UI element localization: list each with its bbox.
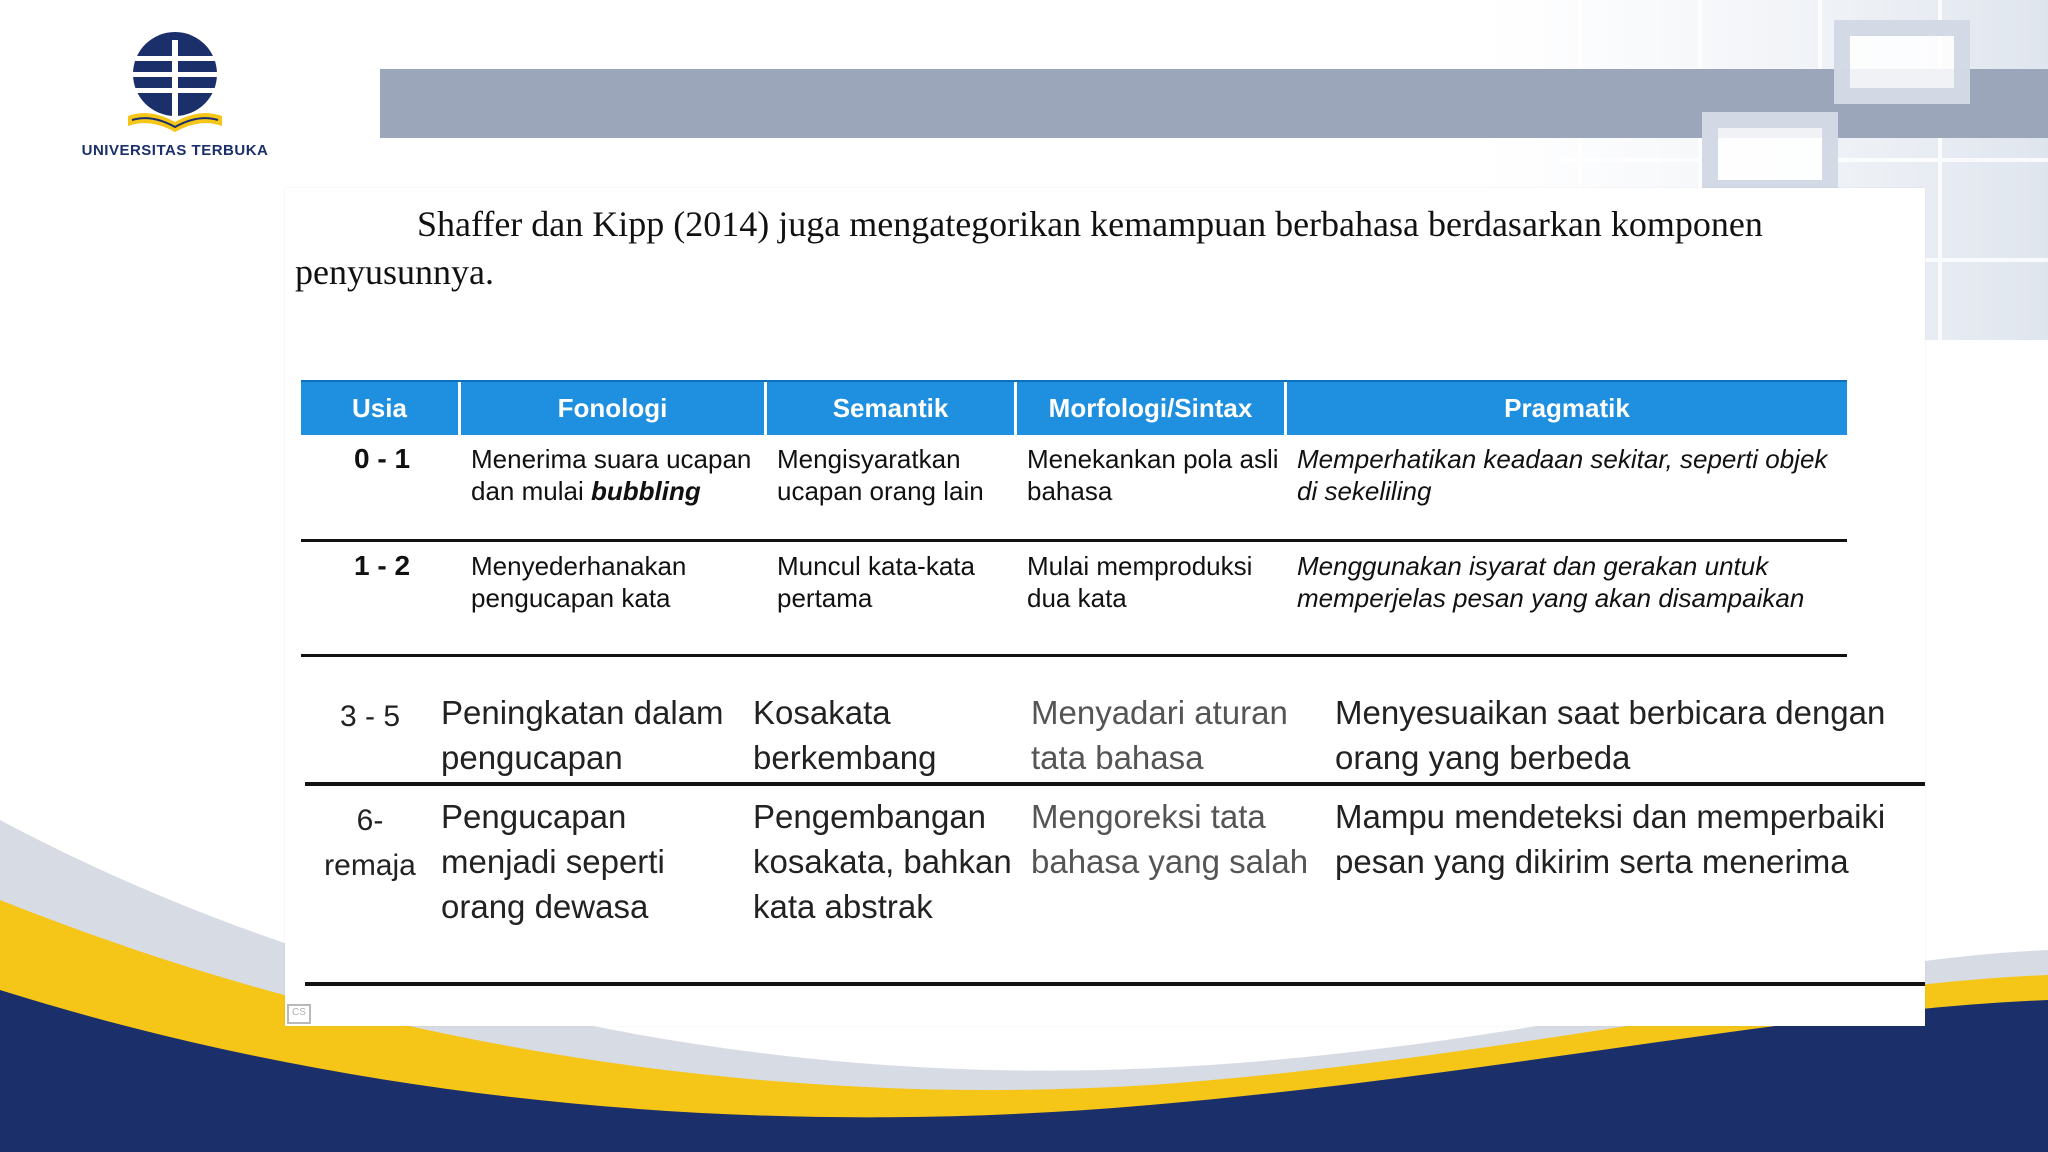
cell-pragmatik: Mampu mendeteksi dan memperbaiki pesan yang dikirim serta menerima	[1335, 798, 1886, 880]
table-row	[301, 435, 1847, 542]
cell-morfologi: Menyadari aturan tata bahasa	[1031, 694, 1288, 776]
header-semantik: Semantik	[767, 382, 1017, 435]
globe-book-icon	[120, 30, 230, 138]
table-header	[301, 380, 1847, 435]
cell-age: 6-remaja	[324, 804, 416, 882]
cell-fonologi-emphasis: bubbling	[590, 476, 701, 506]
printed-table	[301, 380, 1847, 657]
header-fonologi: Fonologi	[461, 382, 767, 435]
intro-text: Shaffer dan Kipp (2014) juga mengategorikan kemampuan berbahasa berdasarkan komponen penyusunnya.	[295, 204, 1763, 292]
scanned-page	[285, 188, 1925, 1026]
logo-text: UNIVERSITAS TERBUKA	[81, 142, 269, 159]
cell-semantik: Muncul kata-kata pertama	[777, 551, 975, 613]
continued-table	[305, 682, 1925, 986]
cell-semantik: Kosakata berkembang	[753, 694, 937, 776]
scanner-watermark-icon: CS	[287, 1004, 311, 1024]
cell-fonologi: Peningkatan dalam pengucapan	[441, 694, 724, 776]
header-usia: Usia	[301, 382, 461, 435]
cell-pragmatik: Memperhatikan keadaan sekitar, seperti objek di sekeliling	[1297, 444, 1828, 506]
cell-pragmatik: Menggunakan isyarat dan gerakan untuk memperjelas pesan yang akan disampaikan	[1297, 551, 1805, 613]
table-row	[301, 542, 1847, 657]
header-morfologi: Morfologi/Sintax	[1017, 382, 1287, 435]
cell-fonologi: Menyederhanakan pengucapan kata	[471, 551, 687, 613]
table-row	[305, 682, 1925, 786]
cell-age: 0 - 1	[353, 443, 411, 474]
cell-fonologi: Pengucapan menjadi seperti orang dewasa	[441, 798, 665, 925]
intro-paragraph	[295, 200, 1895, 296]
cell-fonologi	[461, 435, 767, 539]
cell-morfologi: Menekankan pola asli bahasa	[1027, 444, 1279, 506]
cell-morfologi: Mulai memproduksi dua kata	[1027, 551, 1253, 613]
cell-age: 1 - 2	[353, 550, 411, 581]
decorative-square	[1702, 112, 1838, 196]
cell-pragmatik: Menyesuaikan saat berbicara dengan orang yang berbeda	[1335, 694, 1886, 776]
university-logo	[60, 30, 290, 159]
cell-morfologi: Mengoreksi tata bahasa yang salah	[1031, 798, 1309, 880]
cell-fonologi-text: Menerima suara ucapan dan mulai	[471, 444, 752, 506]
cell-semantik: Pengembangan kosakata, bahkan kata abstrak	[753, 798, 1012, 925]
cell-age: 3 - 5	[339, 700, 401, 733]
header-pragmatik: Pragmatik	[1504, 393, 1630, 423]
decorative-square	[1834, 20, 1970, 104]
cell-semantik: Mengisyaratkan ucapan orang lain	[777, 444, 984, 506]
table-row	[305, 786, 1925, 986]
